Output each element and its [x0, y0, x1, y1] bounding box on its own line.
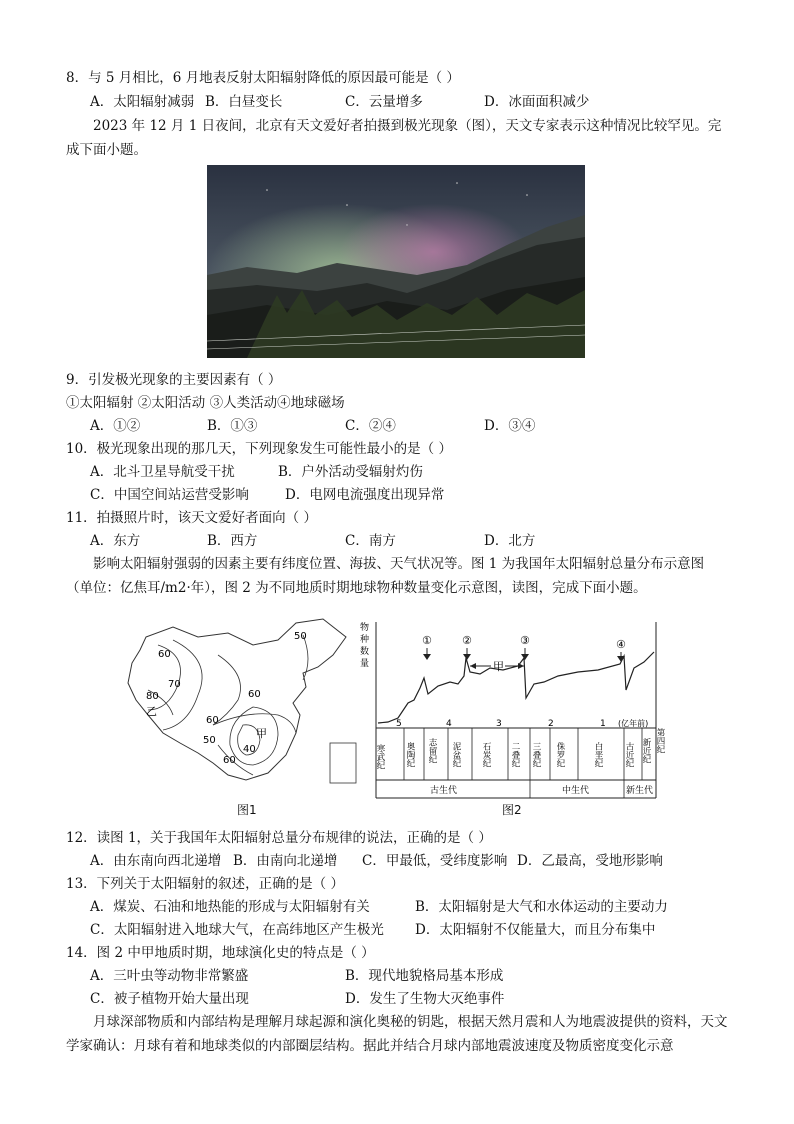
period-cretaceous: 白垩纪 — [593, 742, 603, 768]
figure1-map — [118, 615, 368, 805]
map-label-jia: 甲 — [256, 727, 267, 740]
period-neogene: 新近纪 — [641, 738, 651, 764]
marker-2 — [462, 634, 472, 660]
map-label-yi: 乙 — [146, 705, 157, 718]
figure1-caption: 图1 — [237, 803, 257, 817]
fig2-jia-label: 甲 — [493, 660, 504, 673]
map-label-50-ne: 50 — [294, 631, 307, 642]
q13-stem: 13．下列关于太阳辐射的叙述，正确的是（ ） — [66, 876, 344, 892]
figure2-chart — [358, 618, 665, 800]
q14-option-a: A．三叶虫等动物非常繁盛 — [90, 968, 249, 984]
moon-intro: 月球深部物质和内部结构是理解月球起源和演化奥秘的钥匙，根据天然月震和人为地震波提供的资料，天文学家确认：月球有着和地球类似的内部圈层结构。据此并结合月球内部地震波速度及物质密度变化示意 — [66, 1014, 728, 1054]
q10-option-a: A．北斗卫星导航受干扰 — [90, 464, 235, 480]
q13-option-b: B．太阳辐射是大气和水体运动的主要动力 — [415, 899, 668, 915]
q9-option-b: B．①③ — [207, 418, 258, 434]
q12-option-c: C．甲最低，受纬度影响 — [362, 853, 508, 869]
period-devonian: 泥盆纪 — [451, 742, 461, 768]
q10-stem: 10．极光现象出现的那几天，下列现象发生可能性最小的是（ ） — [66, 441, 452, 457]
q9-option-c: C．②④ — [345, 418, 396, 434]
q13-option-c: C．太阳辐射进入地球大气，在高纬地区产生极光 — [90, 922, 384, 938]
period-quaternary: 第四纪 — [655, 728, 665, 754]
q11-option-a: A．东方 — [90, 533, 141, 549]
q10-option-b: B．户外活动受辐射灼伤 — [278, 464, 423, 480]
fig2-ylabel-4: 量 — [360, 659, 370, 669]
figure2-caption: 图2 — [502, 803, 522, 817]
fig2-ylabel-3: 数 — [360, 647, 370, 657]
era-cenozoic: 新生代 — [626, 786, 654, 796]
period-jurassic: 侏罗纪 — [555, 742, 565, 768]
q12-option-a: A．由东南向西北递增 — [90, 853, 222, 869]
period-triassic: 三叠纪 — [531, 742, 541, 768]
q9-stem: 9．引发极光现象的主要因素有（ ） — [66, 372, 282, 388]
q8-stem: 8．与 5 月相比，6 月地表反射太阳辐射降低的原因最可能是（ ） — [66, 70, 460, 86]
q14-option-c: C．被子植物开始大量出现 — [90, 991, 249, 1007]
map-label-60-s: 60 — [206, 715, 219, 726]
q11-option-c: C．南方 — [345, 533, 396, 549]
q13-option-d: D．太阳辐射不仅能量大，而且分布集中 — [415, 922, 656, 938]
era-paleozoic: 古生代 — [430, 786, 458, 796]
aurora-intro: 2023 年 12 月 1 日夜间，北京有天文爱好者拍摄到极光现象（图），天文专家表示这种情况比较罕见。完成下面小题。 — [66, 118, 722, 158]
q8-option-c: C．云量增多 — [345, 94, 423, 110]
map-label-60-w: 60 — [158, 649, 171, 660]
map-label-70: 70 — [168, 679, 181, 690]
q11-stem: 11．拍摄照片时，该天文爱好者面向（ ） — [66, 510, 317, 526]
q10-option-d: D．电网电流强度出现异常 — [285, 487, 445, 503]
map-label-60-se: 60 — [223, 755, 236, 766]
tick-4: 4 — [446, 719, 452, 729]
svg-text:②: ② — [462, 634, 472, 647]
tick-1: 1 — [600, 719, 606, 729]
radiation-intro: 影响太阳辐射强弱的因素主要有纬度位置、海拔、天气状况等。图 1 为我国年太阳辐射总量分布示意图（单位：亿焦耳/m2·年），图 2 为不同地质时期地球物种数量变化示意图，读图，完成下面小题。 — [66, 556, 705, 596]
q14-stem: 14．图 2 中甲地质时期，地球演化史的特点是（ ） — [66, 945, 375, 961]
tick-5: 5 — [396, 719, 402, 729]
tick-3: 3 — [496, 719, 502, 729]
period-permian: 二叠纪 — [510, 742, 520, 768]
aurora-photo — [207, 165, 585, 358]
map-label-40: 40 — [243, 744, 256, 755]
period-cambrian: 寒武纪 — [375, 744, 385, 770]
q8-option-b: B．白昼变长 — [205, 94, 283, 110]
marker-1 — [422, 634, 432, 660]
q12-option-b: B．由南向北递增 — [233, 853, 338, 869]
q12-stem: 12．读图 1，关于我国年太阳辐射总量分布规律的说法，正确的是（ ） — [66, 830, 492, 846]
q9-option-a: A．①② — [90, 418, 141, 434]
fig2-ylabel-1: 物 — [360, 623, 370, 633]
tick-2: 2 — [548, 719, 554, 729]
q14-option-d: D．发生了生物大灭绝事件 — [345, 991, 505, 1007]
period-paleogene: 古近纪 — [624, 742, 634, 768]
period-carboniferous: 石炭纪 — [481, 742, 491, 768]
marker-3 — [520, 634, 530, 660]
map-label-50-s: 50 — [203, 735, 216, 746]
period-ordovician: 奥陶纪 — [405, 742, 415, 768]
q11-option-d: D．北方 — [484, 533, 536, 549]
q13-option-a: A．煤炭、石油和地热能的形成与太阳辐射有关 — [90, 899, 370, 915]
q8-option-a: A．太阳辐射减弱 — [90, 94, 195, 110]
svg-text:③: ③ — [520, 634, 530, 647]
era-mesozoic: 中生代 — [562, 786, 590, 796]
q11-option-b: B．西方 — [207, 533, 258, 549]
q9-option-d: D．③④ — [484, 418, 536, 434]
fig2-ylabel-2: 种 — [360, 635, 370, 645]
map-label-80: 80 — [146, 691, 159, 702]
q8-option-d: D．冰面面积减少 — [484, 94, 590, 110]
svg-text:①: ① — [422, 634, 432, 647]
q10-option-c: C．中国空间站运营受影响 — [90, 487, 249, 503]
q14-option-b: B．现代地貌格局基本形成 — [345, 968, 504, 984]
tick-unit: (亿年前) — [618, 719, 649, 728]
q9-items: ①太阳辐射 ②太阳活动 ③人类活动④地球磁场 — [66, 395, 345, 411]
map-label-60-c: 60 — [248, 689, 261, 700]
svg-text:④: ④ — [616, 638, 626, 651]
q12-option-d: D．乙最高，受地形影响 — [517, 853, 663, 869]
period-silurian: 志留纪 — [427, 738, 437, 764]
